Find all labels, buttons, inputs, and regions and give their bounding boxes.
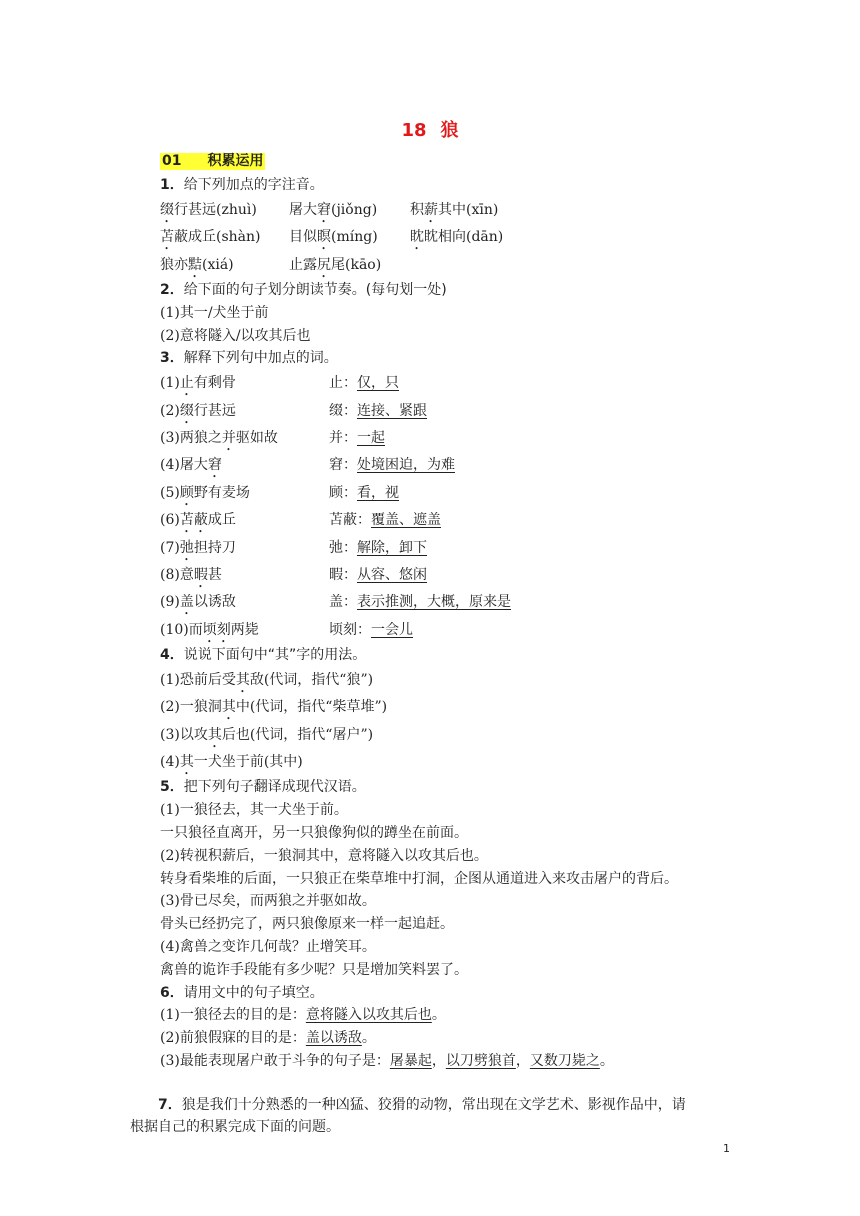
q6-answer: 又数刀毙之 xyxy=(529,1052,600,1069)
q6-heading: 6．请用文中的句子填空。 xyxy=(160,984,324,1001)
q3-answer: 看，视 xyxy=(357,484,399,501)
q1-item: 狼亦黠(xiá) xyxy=(160,256,234,273)
q6-answer: 屠暴起 xyxy=(389,1052,432,1069)
section-header xyxy=(160,153,265,170)
q5-line: (3)骨已尽矣，而两狼之并驱如故。 xyxy=(160,893,376,910)
lesson-title: 狼 xyxy=(440,120,459,141)
q3-item: (1)止有剩骨 止：仅，只 xyxy=(160,375,399,392)
q3-item: (7)弛担持刀 弛：解除，卸下 xyxy=(160,539,427,556)
q4-heading: 4．说说下面句中“其”字的用法。 xyxy=(160,647,367,664)
q6-answer: 意将隧入以攻其后也 xyxy=(305,1007,432,1024)
question-list xyxy=(160,174,740,1073)
q3-item: (6)苫蔽成丘 苫蔽：覆盖、遮盖 xyxy=(160,512,441,529)
q6-item: (2)前狼假寐的目的是：盖以诱敌。 xyxy=(160,1030,376,1047)
q3-item: (5)顾野有麦场 顾：看，视 xyxy=(160,484,399,501)
q3-item: (4)屠大窘 窘：处境困迫，为难 xyxy=(160,457,455,474)
q1-item: 目似瞑(míng) xyxy=(289,229,378,246)
q5-heading: 5．把下列句子翻译成现代汉语。 xyxy=(160,779,366,796)
q1-item: 积薪其中(xīn) xyxy=(410,201,499,218)
q1-item: 苫蔽成丘(shàn) xyxy=(160,229,261,246)
section-label: 积累运用 xyxy=(207,153,264,169)
page-number: 1 xyxy=(723,1142,730,1155)
q7-paragraph xyxy=(130,1094,730,1138)
q4-item: (4)其一犬坐于前(其中) xyxy=(160,754,303,771)
q1-item: 缀行甚远(zhuì) xyxy=(160,201,257,218)
section-number: 01 xyxy=(162,153,182,169)
q1-item: 止露尻尾(kāo) xyxy=(289,256,382,273)
q3-item: (2)缀行甚远 缀：连接、紧跟 xyxy=(160,402,427,419)
q3-answer: 覆盖、遮盖 xyxy=(371,512,441,529)
q6-answer: 以刀劈狼首 xyxy=(445,1052,516,1069)
q6-item: (3)最能表现屠户敢于斗争的句子是：屠暴起，以刀劈狼首，又数刀毙之。 xyxy=(160,1052,614,1069)
q6-item: (1)一狼径去的目的是：意将隧入以攻其后也。 xyxy=(160,1007,446,1024)
lesson-number: 18 xyxy=(401,120,427,141)
q2-item: (1)其一/犬坐于前 xyxy=(160,304,269,321)
q5-line: 转身看柴堆的后面，一只狼正在柴草堆中打洞，企图从通道进入来攻击屠户的背后。 xyxy=(160,870,678,887)
q5-line: 骨头已经扔完了，两只狼像原来一样一起追赶。 xyxy=(160,916,454,933)
q1-row xyxy=(160,197,740,224)
q2-item: (2)意将隧入/以攻其后也 xyxy=(160,327,311,344)
q1-item: 屠大窘(jiǒng) xyxy=(289,201,378,218)
q3-heading: 3．解释下列句中加点的词。 xyxy=(160,350,338,367)
q1-row xyxy=(160,224,740,251)
q4-item: (3)以攻其后也(代词，指代“屠户”) xyxy=(160,726,374,743)
q3-answer: 连接、紧跟 xyxy=(357,402,427,419)
q2-heading: 2．给下面的句子划分朗读节奏。(每句划一处) xyxy=(160,281,447,298)
q3-answer: 表示推测，大概，原来是 xyxy=(357,594,511,611)
q7-line: 根据自己的积累完成下面的问题。 xyxy=(130,1119,340,1135)
q4-item: (1)恐前后受其敌(代词，指代“狼”) xyxy=(160,671,374,688)
q7-line: 7．狼是我们十分熟悉的一种凶猛、狡猾的动物，常出现在文学艺术、影视作品中，请 xyxy=(158,1097,686,1113)
q3-answer: 解除，卸下 xyxy=(357,539,427,556)
q5-line: (4)禽兽之变诈几何哉？止增笑耳。 xyxy=(160,939,376,955)
q3-answer: 从容、悠闲 xyxy=(357,566,427,583)
q5-line: (1)一狼径去，其一犬坐于前。 xyxy=(160,802,348,819)
q6-answer: 盖以诱敌 xyxy=(305,1030,362,1047)
q3-answer: 处境困迫，为难 xyxy=(357,457,455,474)
q3-item: (8)意暇甚 暇：从容、悠闲 xyxy=(160,566,427,583)
q3-answer: 一会儿 xyxy=(371,621,413,638)
q3-item: (10)而顷刻两毙 顷刻：一会儿 xyxy=(160,621,413,638)
q5-line: 禽兽的诡诈手段能有多少呢？只是增加笑料罢了。 xyxy=(160,961,468,978)
q3-answer: 仅，只 xyxy=(357,375,399,392)
q3-item: (9)盖以诱敌 盖：表示推测，大概，原来是 xyxy=(160,594,511,611)
q3-item: (3)两狼之并驱如故 并：一起 xyxy=(160,429,385,446)
q5-line: 一只狼径直离开，另一只狼像狗似的蹲坐在前面。 xyxy=(160,825,468,842)
q1-heading: 1．给下列加点的字注音。 xyxy=(160,177,324,193)
page-title xyxy=(0,116,860,142)
q1-row xyxy=(160,252,740,279)
q1-item: 眈眈相向(dān) xyxy=(410,229,504,246)
q3-answer: 一起 xyxy=(357,429,385,446)
q4-item: (2)一狼洞其中(代词，指代“柴草堆”) xyxy=(160,699,388,716)
q5-line: (2)转视积薪后，一狼洞其中，意将隧入以攻其后也。 xyxy=(160,847,488,864)
